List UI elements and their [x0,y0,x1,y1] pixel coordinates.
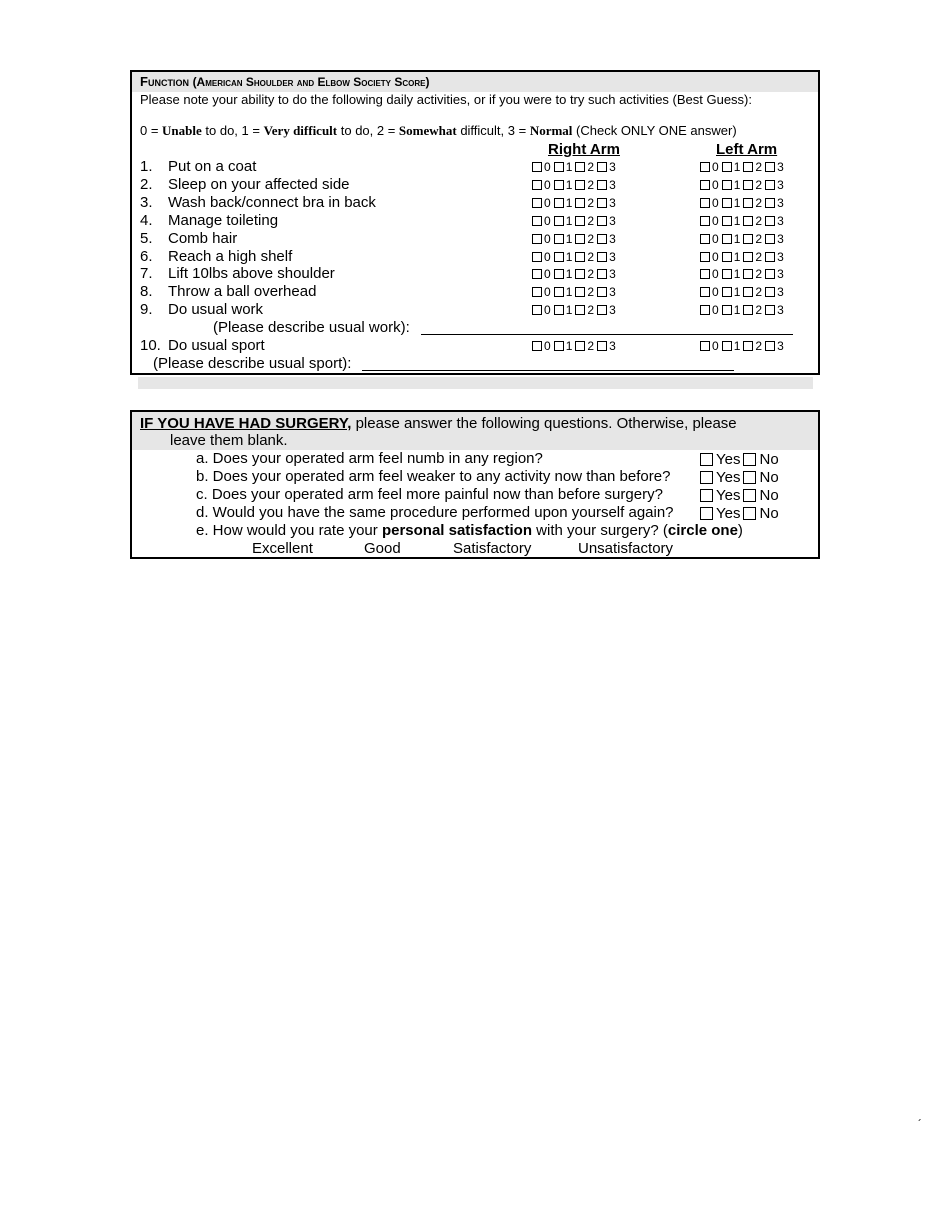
scale-text: difficult, 3 = [456,123,530,138]
item-1-right-options [532,160,619,174]
item-10-right-options [532,339,619,353]
item-9-left-checkbox-3[interactable] [765,305,775,315]
checkbox-label: 2 [587,231,595,246]
item-10-left-checkbox-3[interactable] [765,341,775,351]
item-5-left-checkbox-3[interactable] [765,234,775,244]
checkbox-label: 2 [587,177,595,192]
item-9-right-checkbox-0[interactable] [532,305,542,315]
item-8-left-checkbox-2[interactable] [743,287,753,297]
checkbox-label: 0 [712,195,719,210]
checkbox-label: 3 [609,267,616,282]
checkbox-label: 0 [544,267,551,282]
item-10-right-checkbox-1[interactable] [554,341,564,351]
yes-label: Yes [716,450,741,468]
function-title-main: Function [140,74,189,89]
item-3-right-checkbox-2[interactable] [575,198,585,208]
checkbox-label: 1 [565,267,573,282]
item-label: Reach a high shelf [168,247,293,265]
item-4-right-checkbox-3[interactable] [597,216,607,226]
checkbox-label: 0 [712,177,719,192]
item-3-right-checkbox-0[interactable] [532,198,542,208]
checkbox-label: 2 [755,231,763,246]
item-2-right-checkbox-1[interactable] [554,180,564,190]
checkbox-label: 1 [565,177,573,192]
item-6-right-options [532,250,619,264]
checkbox-label: 0 [544,339,551,353]
item-8-right-checkbox-2[interactable] [575,287,585,297]
sport-description-prompt: (Please describe usual sport): [153,355,352,372]
item-8-left-checkbox-0[interactable] [700,287,710,297]
checkbox-label: 2 [587,339,595,353]
item-2-left-checkbox-0[interactable] [700,180,710,190]
checkbox-label: 1 [565,160,573,174]
scale-somewhat: Somewhat [398,123,457,138]
yes-label: Yes [716,468,741,486]
item-7-left-checkbox-3[interactable] [765,269,775,279]
surgery-question: b. Does your operated arm feel weaker to any activity now than before? [196,468,671,485]
checkbox-label: 2 [755,177,763,192]
checkbox-label: 1 [733,195,741,210]
item-10-number: 10. [140,337,161,354]
item-8-left-checkbox-1[interactable] [722,287,732,297]
yes-label: Yes [716,486,741,504]
item-4-right-checkbox-1[interactable] [554,216,564,226]
yes-no-options [700,451,779,467]
checkbox-label: 1 [565,285,573,300]
item-number: 3. [140,193,153,211]
item-6-right-checkbox-0[interactable] [532,252,542,262]
item-3-left-checkbox-0[interactable] [700,198,710,208]
item-1-right-checkbox-1[interactable] [554,162,564,172]
checkbox-label: 3 [609,303,616,318]
item-6-left-options [700,250,787,264]
item-8-right-checkbox-0[interactable] [532,287,542,297]
no-checkbox[interactable] [743,489,756,502]
checkbox-label: 0 [544,285,551,300]
item-4-left-options [700,214,787,228]
item-number: 4. [140,211,153,229]
question-e-bold: personal satisfaction [381,522,532,539]
item-10-left-checkbox-0[interactable] [700,341,710,351]
item-label: Throw a ball overhead [168,283,317,301]
item-9-left-checkbox-2[interactable] [743,305,753,315]
item-8-left-options [700,285,787,299]
checkbox-label: 3 [609,231,616,246]
item-2-left-options [700,178,787,192]
checkbox-label: 1 [733,160,741,174]
item-1-right-checkbox-0[interactable] [532,162,542,172]
checkbox-label: 1 [733,267,741,282]
surgery-intro-line2: leave them blank. [170,432,288,449]
checkbox-label: 2 [587,303,595,318]
item-4-right-checkbox-0[interactable] [532,216,542,226]
checkbox-label: 2 [755,249,763,264]
checkbox-label: 2 [755,195,763,210]
no-label: No [759,486,779,504]
item-5-right-checkbox-2[interactable] [575,234,585,244]
checkbox-label: 0 [712,285,719,300]
scale-normal: Normal [529,123,573,138]
item-10-left-checkbox-2[interactable] [743,341,753,351]
checkbox-label: 1 [565,213,573,228]
item-10-left-options [700,339,787,353]
item-9-left-checkbox-1[interactable] [722,305,732,315]
surgery-intro-text: please answer the following questions. Otherwise, please [351,415,737,432]
question-e-text: with your surgery? ( [531,522,668,539]
item-7-right-checkbox-1[interactable] [554,269,564,279]
item-label: Do usual work [168,301,264,319]
checkbox-label: 2 [755,339,763,353]
checkbox-label: 0 [712,231,719,246]
item-number: 5. [140,229,153,247]
item-7-left-options [700,267,787,281]
item-1-left-checkbox-1[interactable] [722,162,732,172]
left-arm-header: Left Arm [716,141,778,158]
item-5-left-checkbox-1[interactable] [722,234,732,244]
checkbox-label: 2 [755,213,763,228]
item-6-right-checkbox-3[interactable] [597,252,607,262]
item-2-right-checkbox-3[interactable] [597,180,607,190]
item-5-left-checkbox-0[interactable] [700,234,710,244]
rating-satisfactory[interactable]: Satisfactory [453,540,532,557]
checkbox-label: 3 [609,339,616,353]
checkbox-label: 0 [712,160,719,174]
checkbox-label: 0 [544,195,551,210]
checkbox-label: 0 [712,267,719,282]
checkbox-label: 2 [587,249,595,264]
yes-checkbox[interactable] [700,507,713,520]
item-3-right-checkbox-1[interactable] [554,198,564,208]
checkbox-label: 1 [733,285,741,300]
item-5-right-checkbox-1[interactable] [554,234,564,244]
checkbox-label: 3 [609,160,616,174]
surgery-question: d. Would you have the same procedure performed upon yourself again? [196,504,674,521]
checkbox-label: 3 [777,195,784,210]
item-10-right-checkbox-2[interactable] [575,341,585,351]
no-label: No [759,468,779,486]
item-4-left-checkbox-1[interactable] [722,216,732,226]
item-5-right-options [532,232,619,246]
item-4-left-checkbox-3[interactable] [765,216,775,226]
right-arm-header: Right Arm [548,141,620,158]
checkbox-label: 1 [733,303,741,318]
item-10-left-checkbox-1[interactable] [722,341,732,351]
rating-excellent[interactable]: Excellent [252,540,313,557]
checkbox-label: 2 [755,303,763,318]
item-5-left-checkbox-2[interactable] [743,234,753,244]
yes-no-options [700,469,779,485]
checkbox-label: 3 [609,249,616,264]
item-3-right-options [532,196,619,210]
item-number: 6. [140,247,153,265]
question-e-text: e. How would you rate your [196,522,382,539]
checkbox-label: 2 [755,160,763,174]
item-1-right-checkbox-2[interactable] [575,162,585,172]
yes-label: Yes [716,504,741,522]
item-2-right-options [532,178,619,192]
item-2-left-checkbox-1[interactable] [722,180,732,190]
item-6-left-checkbox-0[interactable] [700,252,710,262]
item-3-left-options [700,196,787,210]
checkbox-label: 2 [587,160,595,174]
item-5-right-checkbox-3[interactable] [597,234,607,244]
item-6-left-checkbox-2[interactable] [743,252,753,262]
checkbox-label: 3 [609,285,616,300]
no-checkbox[interactable] [743,471,756,484]
checkbox-label: 3 [777,213,784,228]
checkbox-label: 0 [544,177,551,192]
item-8-right-options [532,285,619,299]
item-1-left-checkbox-0[interactable] [700,162,710,172]
checkbox-label: 3 [777,231,784,246]
yes-checkbox[interactable] [700,453,713,466]
scale-text: to do, 2 = [337,123,399,138]
item-3-left-checkbox-3[interactable] [765,198,775,208]
checkbox-label: 1 [733,249,741,264]
checkbox-label: 2 [755,267,763,282]
question-e [196,523,743,538]
scale-text: (Check ONLY ONE answer) [572,123,737,138]
checkbox-label: 2 [587,285,595,300]
item-7-left-checkbox-1[interactable] [722,269,732,279]
checkbox-label: 0 [544,213,551,228]
item-4-right-checkbox-2[interactable] [575,216,585,226]
item-number: 9. [140,301,153,319]
checkbox-label: 0 [712,339,719,353]
item-9-right-checkbox-1[interactable] [554,305,564,315]
item-number: 7. [140,265,153,283]
surgery-question: c. Does your operated arm feel more painful now than before surgery? [196,486,663,503]
item-2-right-checkbox-0[interactable] [532,180,542,190]
item-2-left-checkbox-3[interactable] [765,180,775,190]
yes-no-options [700,505,779,521]
checkbox-label: 3 [609,195,616,210]
no-checkbox[interactable] [743,507,756,520]
yes-checkbox[interactable] [700,471,713,484]
item-9-right-options [532,303,619,317]
item-5-left-options [700,232,787,246]
item-1-left-checkbox-2[interactable] [743,162,753,172]
item-label: Manage toileting [168,211,279,229]
checkbox-label: 3 [777,177,784,192]
item-3-right-checkbox-3[interactable] [597,198,607,208]
item-8-left-checkbox-3[interactable] [765,287,775,297]
item-10-right-checkbox-3[interactable] [597,341,607,351]
scale-text: to do, 1 = [201,123,264,138]
item-6-left-checkbox-1[interactable] [722,252,732,262]
surgery-heading: IF YOU HAVE HAD SURGERY, [140,415,352,432]
item-1-left-options [700,160,787,174]
item-9-left-options [700,303,787,317]
item-7-right-options [532,267,619,281]
rating-good[interactable]: Good [364,540,401,557]
item-label: Lift 10lbs above shoulder [168,265,335,283]
item-9-right-checkbox-3[interactable] [597,305,607,315]
checkbox-label: 3 [609,213,616,228]
item-10-right-checkbox-0[interactable] [532,341,542,351]
item-number: 1. [140,158,153,175]
checkbox-label: 1 [565,249,573,264]
rating-unsatisfactory[interactable]: Unsatisfactory [578,540,674,557]
scale-very-difficult: Very difficult [263,123,338,138]
checkbox-label: 3 [777,160,784,174]
item-6-left-checkbox-3[interactable] [765,252,775,262]
item-number: 8. [140,283,153,301]
question-e-text: ) [737,522,743,539]
work-description-line[interactable] [421,334,793,335]
checkbox-label: 3 [777,267,784,282]
checkbox-label: 3 [777,303,784,318]
checkbox-label: 1 [733,177,741,192]
item-4-left-checkbox-0[interactable] [700,216,710,226]
checkbox-label: 0 [544,231,551,246]
no-label: No [759,504,779,522]
checkbox-label: 3 [777,249,784,264]
item-8-right-checkbox-1[interactable] [554,287,564,297]
item-5-right-checkbox-0[interactable] [532,234,542,244]
checkbox-label: 0 [544,303,551,318]
checkbox-label: 0 [712,213,719,228]
checkbox-label: 0 [544,249,551,264]
checkbox-label: 2 [755,285,763,300]
scale-legend [140,124,737,137]
item-label: Wash back/connect bra in back [168,193,376,211]
work-description-prompt: (Please describe usual work): [213,319,410,336]
surgery-question: a. Does your operated arm feel numb in any region? [196,450,543,467]
footer-mark: ´ [918,1117,922,1131]
item-1-left-checkbox-3[interactable] [765,162,775,172]
yes-no-options [700,487,779,503]
item-10-label: Do usual sport [168,337,265,354]
item-4-right-options [532,214,619,228]
item-7-left-checkbox-0[interactable] [700,269,710,279]
item-9-left-checkbox-0[interactable] [700,305,710,315]
separator-band [138,377,813,389]
item-7-right-checkbox-3[interactable] [597,269,607,279]
item-3-left-checkbox-2[interactable] [743,198,753,208]
checkbox-label: 1 [565,195,573,210]
item-7-left-checkbox-2[interactable] [743,269,753,279]
checkbox-label: 2 [587,267,595,282]
item-label: Put on a coat [168,158,257,175]
surgery-intro [140,416,737,431]
item-label: Sleep on your affected side [168,175,350,193]
yes-checkbox[interactable] [700,489,713,502]
checkbox-label: 1 [733,339,741,353]
checkbox-label: 0 [544,160,551,174]
item-3-left-checkbox-1[interactable] [722,198,732,208]
function-intro: Please note your ability to do the following daily activities, or if you were to try such activities (Best Guess): [140,92,752,107]
item-2-right-checkbox-2[interactable] [575,180,585,190]
scale-text: 0 = [140,123,163,138]
checkbox-label: 1 [565,303,573,318]
sport-description-line[interactable] [362,370,734,371]
item-6-right-checkbox-1[interactable] [554,252,564,262]
checkbox-label: 0 [712,249,719,264]
item-2-left-checkbox-2[interactable] [743,180,753,190]
item-8-right-checkbox-3[interactable] [597,287,607,297]
item-label: Comb hair [168,229,238,247]
item-4-left-checkbox-2[interactable] [743,216,753,226]
item-7-right-checkbox-2[interactable] [575,269,585,279]
checkbox-label: 1 [733,231,741,246]
no-label: No [759,450,779,468]
checkbox-label: 3 [609,177,616,192]
question-e-circle: circle one [667,522,738,539]
item-number: 2. [140,175,153,193]
checkbox-label: 1 [733,213,741,228]
checkbox-label: 3 [777,339,784,353]
checkbox-label: 0 [712,303,719,318]
checkbox-label: 3 [777,285,784,300]
function-title [140,75,429,88]
item-1-right-checkbox-3[interactable] [597,162,607,172]
item-7-right-checkbox-0[interactable] [532,269,542,279]
function-title-sub: (American Shoulder and Elbow Society Score) [192,75,430,89]
item-6-right-checkbox-2[interactable] [575,252,585,262]
scale-unable: Unable [162,123,202,138]
checkbox-label: 1 [565,339,573,353]
checkbox-label: 2 [587,213,595,228]
checkbox-label: 1 [565,231,573,246]
no-checkbox[interactable] [743,453,756,466]
checkbox-label: 2 [587,195,595,210]
item-9-right-checkbox-2[interactable] [575,305,585,315]
